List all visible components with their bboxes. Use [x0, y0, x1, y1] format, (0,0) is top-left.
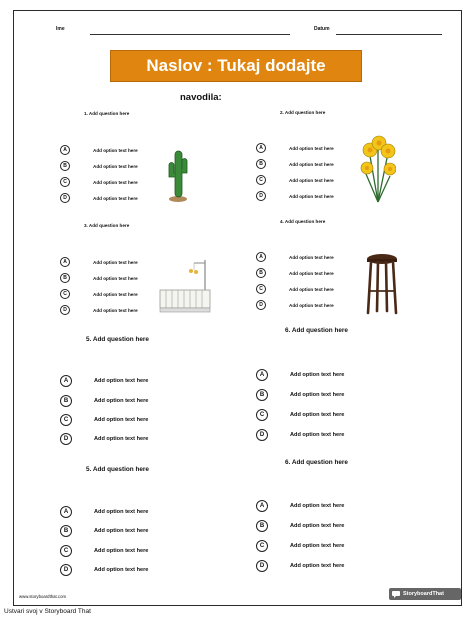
- q1-option-c-bubble[interactable]: C: [60, 177, 70, 187]
- q4-option-d-bubble[interactable]: D: [256, 300, 266, 310]
- q4-option-b[interactable]: [256, 268, 334, 278]
- q6a-option-a-text: Add option text here: [290, 372, 345, 378]
- q4-option-b-bubble[interactable]: B: [256, 268, 266, 278]
- q6b-option-a[interactable]: [256, 500, 344, 512]
- q6b-option-d-text: Add option text here: [290, 563, 345, 569]
- question-6b-label: 6. Add question here: [285, 459, 348, 466]
- q5b-option-c[interactable]: [60, 545, 148, 557]
- q6a-option-d[interactable]: [256, 429, 344, 441]
- q6a-option-a-bubble[interactable]: A: [256, 369, 268, 381]
- q4-option-a-text: Add option text here: [289, 254, 334, 260]
- q6a-option-b[interactable]: [256, 389, 344, 401]
- q1-option-d[interactable]: [60, 193, 138, 203]
- q5b-option-d-text: Add option text here: [94, 567, 149, 573]
- name-label: Ime: [56, 26, 65, 32]
- q6b-option-d-bubble[interactable]: D: [256, 560, 268, 572]
- q4-option-a[interactable]: [256, 252, 334, 262]
- q6b-option-c-bubble[interactable]: C: [256, 540, 268, 552]
- q3-option-d[interactable]: [60, 305, 138, 315]
- instructions: navodila:: [180, 92, 222, 103]
- q3-option-c[interactable]: [60, 289, 138, 299]
- q6b-option-b[interactable]: [256, 520, 344, 532]
- q2-option-d[interactable]: [256, 191, 334, 201]
- logo-icon: [392, 591, 400, 598]
- q1-option-a-bubble[interactable]: A: [60, 145, 70, 155]
- title-banner: [110, 50, 362, 82]
- q6a-option-c-text: Add option text here: [290, 412, 345, 418]
- q5a-option-b[interactable]: [60, 395, 148, 407]
- date-line: [336, 34, 442, 35]
- q1-option-d-text: Add option text here: [93, 195, 138, 201]
- q6b-option-b-bubble[interactable]: B: [256, 520, 268, 532]
- q2-option-c[interactable]: [256, 175, 334, 185]
- q3-option-a-text: Add option text here: [93, 259, 138, 265]
- q2-option-a-text: Add option text here: [289, 145, 334, 151]
- q3-option-b-text: Add option text here: [93, 275, 138, 281]
- q2-option-c-text: Add option text here: [289, 177, 334, 183]
- q5b-option-a[interactable]: [60, 506, 148, 518]
- q5b-option-b-bubble[interactable]: B: [60, 525, 72, 537]
- crib-image: [158, 258, 212, 314]
- q6a-option-d-text: Add option text here: [290, 432, 345, 438]
- footer-site-url[interactable]: www.storyboardthat.com: [19, 594, 67, 599]
- q3-option-b-bubble[interactable]: B: [60, 273, 70, 283]
- q1-option-c[interactable]: [60, 177, 138, 187]
- q5a-option-b-bubble[interactable]: B: [60, 395, 72, 407]
- q1-option-c-text: Add option text here: [93, 179, 138, 185]
- q5a-option-d[interactable]: [60, 433, 148, 445]
- q5a-option-d-text: Add option text here: [94, 436, 149, 442]
- cactus-image: [164, 147, 192, 203]
- q1-option-b-text: Add option text here: [93, 163, 138, 169]
- q6b-option-c-text: Add option text here: [290, 543, 345, 549]
- q6b-option-c[interactable]: [256, 540, 344, 552]
- q5a-option-d-bubble[interactable]: D: [60, 433, 72, 445]
- q6b-option-a-text: Add option text here: [290, 503, 345, 509]
- q5b-option-b[interactable]: [60, 525, 148, 537]
- q6b-option-a-bubble[interactable]: A: [256, 500, 268, 512]
- question-5a-label: 5. Add question here: [86, 336, 149, 343]
- q4-option-b-text: Add option text here: [289, 270, 334, 276]
- q5a-option-a[interactable]: [60, 375, 148, 387]
- name-line: [90, 34, 290, 35]
- storyboardthat-logo[interactable]: [389, 588, 461, 600]
- q6a-option-a[interactable]: [256, 369, 344, 381]
- q6a-option-b-text: Add option text here: [290, 392, 345, 398]
- q5b-option-a-text: Add option text here: [94, 509, 149, 515]
- q2-option-c-bubble[interactable]: C: [256, 175, 266, 185]
- page-title: Naslov : Tukaj dodajte: [146, 56, 326, 75]
- q5a-option-c[interactable]: [60, 414, 148, 426]
- q6a-option-d-bubble[interactable]: D: [256, 429, 268, 441]
- question-6a-label: 6. Add question here: [285, 327, 348, 334]
- daffodils-image: [360, 134, 396, 204]
- q3-option-a-bubble[interactable]: A: [60, 257, 70, 267]
- logo-text: StoryboardThat: [403, 591, 444, 597]
- q5a-option-c-bubble[interactable]: C: [60, 414, 72, 426]
- question-1-label: 1. Add question here: [84, 111, 130, 116]
- q1-option-a-text: Add option text here: [93, 147, 138, 153]
- date-label: Datum: [314, 26, 330, 32]
- q4-option-c-text: Add option text here: [289, 286, 334, 292]
- q1-option-b[interactable]: [60, 161, 138, 171]
- q1-option-b-bubble[interactable]: B: [60, 161, 70, 171]
- question-4-label: 4. Add question here: [280, 219, 326, 224]
- q5a-option-b-text: Add option text here: [94, 398, 149, 404]
- q6a-option-b-bubble[interactable]: B: [256, 389, 268, 401]
- q6a-option-c-bubble[interactable]: C: [256, 409, 268, 421]
- q4-option-c[interactable]: [256, 284, 334, 294]
- q4-option-d[interactable]: [256, 300, 334, 310]
- q5b-option-c-text: Add option text here: [94, 548, 149, 554]
- q5b-option-b-text: Add option text here: [94, 528, 149, 534]
- q5a-option-c-text: Add option text here: [94, 417, 149, 423]
- q3-option-d-text: Add option text here: [93, 307, 138, 313]
- q6b-option-d[interactable]: [256, 560, 344, 572]
- q6b-option-b-text: Add option text here: [290, 523, 345, 529]
- question-3-label: 3. Add question here: [84, 223, 130, 228]
- bottom-caption[interactable]: Ustvari svoj v Storyboard That: [4, 608, 91, 615]
- q2-option-a-bubble[interactable]: A: [256, 143, 266, 153]
- q3-option-c-bubble[interactable]: C: [60, 289, 70, 299]
- q5b-option-d[interactable]: [60, 564, 148, 576]
- question-5b-label: 5. Add question here: [86, 466, 149, 473]
- q5a-option-a-bubble[interactable]: A: [60, 375, 72, 387]
- q4-option-d-text: Add option text here: [289, 302, 334, 308]
- q6a-option-c[interactable]: [256, 409, 344, 421]
- q2-option-d-text: Add option text here: [289, 193, 334, 199]
- q5b-option-a-bubble[interactable]: A: [60, 506, 72, 518]
- q2-option-d-bubble[interactable]: D: [256, 191, 266, 201]
- q2-option-b-bubble[interactable]: B: [256, 159, 266, 169]
- q2-option-a[interactable]: [256, 143, 334, 153]
- q1-option-d-bubble[interactable]: D: [60, 193, 70, 203]
- stool-image: [364, 253, 400, 315]
- q5b-option-d-bubble[interactable]: D: [60, 564, 72, 576]
- q3-option-c-text: Add option text here: [93, 291, 138, 297]
- q3-option-d-bubble[interactable]: D: [60, 305, 70, 315]
- q2-option-b[interactable]: [256, 159, 334, 169]
- q5b-option-c-bubble[interactable]: C: [60, 545, 72, 557]
- q4-option-c-bubble[interactable]: C: [256, 284, 266, 294]
- q1-option-a[interactable]: [60, 145, 138, 155]
- q4-option-a-bubble[interactable]: A: [256, 252, 266, 262]
- q5a-option-a-text: Add option text here: [94, 378, 149, 384]
- q3-option-a[interactable]: [60, 257, 138, 267]
- q3-option-b[interactable]: [60, 273, 138, 283]
- q2-option-b-text: Add option text here: [289, 161, 334, 167]
- question-2-label: 2. Add question here: [280, 110, 326, 115]
